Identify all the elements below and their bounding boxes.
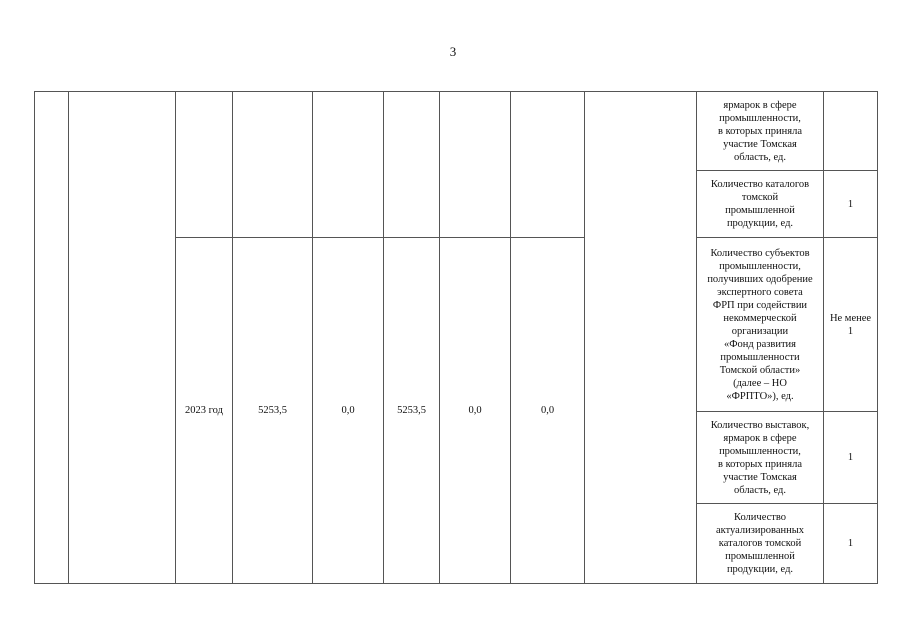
indicator-value: 1 xyxy=(847,452,854,463)
local-cell: 0,0 xyxy=(468,405,482,416)
indicator-name: ярмарок в сфере промышленности, в которых приняла участие Томская область, ед. xyxy=(718,99,802,163)
indicator-name: Количество субъектов промышленности, получивших одобрение экспертного совета ФРП при содействии некоммерческой организации «Фонд развития промышленности Томской области» (далее – НО «ФРПТО»), ед. xyxy=(707,247,813,402)
table-bottom-border xyxy=(34,583,877,584)
page-number: 3 xyxy=(449,44,457,59)
indicator-name: Количество актуализированных каталогов томской промышленной продукции, ед. xyxy=(715,512,805,575)
indicator-name: Количество каталогов томской промышленной продукции, ед. xyxy=(710,179,810,229)
indicator-value: 1 xyxy=(847,538,854,549)
indicator-name: Количество выставок, ярмарок в сфере промышленности, в которых приняла участие Томская область, ед. xyxy=(710,419,810,496)
indicator-value xyxy=(824,92,877,170)
col-border xyxy=(584,91,585,584)
indicator-value: 1 xyxy=(847,198,854,210)
federal-cell: 0,0 xyxy=(341,405,355,416)
col-border xyxy=(68,91,69,584)
other-cell: 0,0 xyxy=(540,405,555,416)
total-cell: 5253,5 xyxy=(258,405,287,416)
col-border xyxy=(877,91,878,584)
col-border xyxy=(34,91,35,584)
regional-cell: 5253,5 xyxy=(397,405,426,416)
year-cell: 2023 год xyxy=(185,405,223,416)
indicator-value: Не менее 1 xyxy=(829,312,872,337)
